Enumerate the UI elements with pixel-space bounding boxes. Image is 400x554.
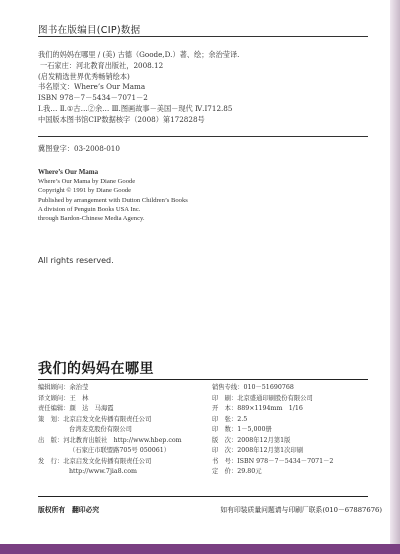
info-label: 印 次： <box>212 447 238 454</box>
info-value: 2.5 <box>237 415 248 423</box>
cip-line: Ⅰ.我… Ⅱ.①古…②余… Ⅲ.图画故事－美国－现代 Ⅳ.I712.85 <box>38 103 233 113</box>
info-value: 2008年12月第1版 <box>237 436 291 444</box>
info-label: 策 划： <box>38 415 64 423</box>
cip-block <box>38 50 239 126</box>
info-label: 印 数： <box>212 426 238 433</box>
info-value: 河北教育出版社 http://www.hbep.com <box>63 436 182 444</box>
info-value: 北京启发文化传播有限责任公司 <box>63 457 152 465</box>
cip-bottom-rule <box>38 136 368 137</box>
cip-top-rule <box>38 36 368 37</box>
english-copyright-block <box>38 168 188 223</box>
info-row <box>212 425 333 436</box>
english-line: A division of Penguin Books USA Inc. <box>38 205 141 213</box>
info-value: 010－51690768 <box>243 384 294 391</box>
english-line: Copyright © 1991 by Diane Goode <box>38 187 132 195</box>
info-label: 发 行： <box>38 457 64 465</box>
info-row <box>38 425 182 436</box>
info-row <box>212 404 333 415</box>
info-value: 王 林 <box>69 394 89 402</box>
info-label: 出 版： <box>38 436 64 444</box>
cip-line: 中国版本图书馆CIP数据核字（2008）第172828号 <box>38 114 205 124</box>
info-row <box>212 446 333 457</box>
cip-line: (启发精选世界优秀畅销绘本) <box>38 71 130 81</box>
info-row <box>38 446 182 457</box>
bottom-color-strip <box>0 544 400 554</box>
info-row <box>38 404 182 415</box>
quality-contact: 如有印装质量问题请与印刷厂联系(010－67887676) <box>220 506 382 514</box>
registration-number: 冀图登字：03-2008-010 <box>38 144 120 153</box>
publication-info-right <box>212 383 333 478</box>
info-row <box>38 467 182 478</box>
info-value: 北京盛通印刷股份有限公司 <box>237 394 313 402</box>
info-row <box>212 457 333 468</box>
info-label: 开 本： <box>212 405 238 412</box>
english-line: through Bardon-Chinese Media Agency. <box>38 215 145 223</box>
info-row <box>38 394 182 405</box>
info-label: 印 刷： <box>212 394 238 402</box>
info-row <box>212 383 333 394</box>
english-line: Where’s Our Mama by Diane Goode <box>38 178 136 186</box>
rights-reserved: All rights reserved. <box>38 256 114 265</box>
cip-line: 一石家庄：河北教育出版社，2008.12 <box>40 60 164 70</box>
info-row <box>38 383 182 394</box>
info-row <box>38 415 182 426</box>
info-value: 1－5,000册 <box>237 426 272 433</box>
info-value: 台湾麦克股份有限公司 <box>69 426 132 433</box>
info-row <box>212 415 333 426</box>
cip-line: 书名原文：Where’s Our Mama <box>38 82 146 92</box>
english-line: Published by arrangement with Dutton Children’s Books <box>38 196 188 204</box>
publication-info-left <box>38 383 182 478</box>
info-label: 销售专线： <box>212 384 244 391</box>
info-label: 译文顾问： <box>38 394 70 402</box>
info-value: 29.80元 <box>237 468 262 475</box>
info-label: 定 价： <box>212 468 238 475</box>
cip-line: 我们的妈妈在哪里 / (美) 古德（Goode,D.）著、绘；余治莹译. <box>38 50 240 59</box>
info-label: 责任编辑： <box>38 405 70 412</box>
title-rule <box>38 379 368 380</box>
info-label: 印 张： <box>212 415 238 423</box>
cip-line: ISBN 978－7－5434－7071－2 <box>38 93 148 103</box>
info-label: 书 号： <box>212 457 238 465</box>
book-title: 我们的妈妈在哪里 <box>38 361 154 377</box>
info-value: ISBN 978－7－5434－7071－2 <box>237 457 334 465</box>
english-title: Where’s Our Mama <box>38 168 99 176</box>
info-value: 颜 达 马海霞 <box>69 405 114 412</box>
info-row <box>212 394 333 405</box>
info-label: 编辑顾问： <box>38 384 70 391</box>
copyright-notice: 版权所有 翻印必究 <box>38 506 100 514</box>
info-row <box>38 457 182 468</box>
info-value: 889×1194mm 1/16 <box>237 405 303 412</box>
info-value: http://www.7jia8.com <box>69 468 137 475</box>
page-edge <box>390 0 400 554</box>
footer-rule <box>38 496 368 497</box>
info-row <box>38 436 182 447</box>
cip-header: 图书在版编目(CIP)数据 <box>38 25 141 36</box>
info-value: （石家庄市联盟路705号 050061） <box>69 447 171 454</box>
info-value: 余治莹 <box>69 384 89 391</box>
info-value: 北京启发文化传播有限责任公司 <box>63 415 152 423</box>
info-row <box>212 436 333 447</box>
info-label: 版 次： <box>212 436 238 444</box>
info-value: 2008年12月第1次印刷 <box>237 447 304 454</box>
info-row <box>212 467 333 478</box>
